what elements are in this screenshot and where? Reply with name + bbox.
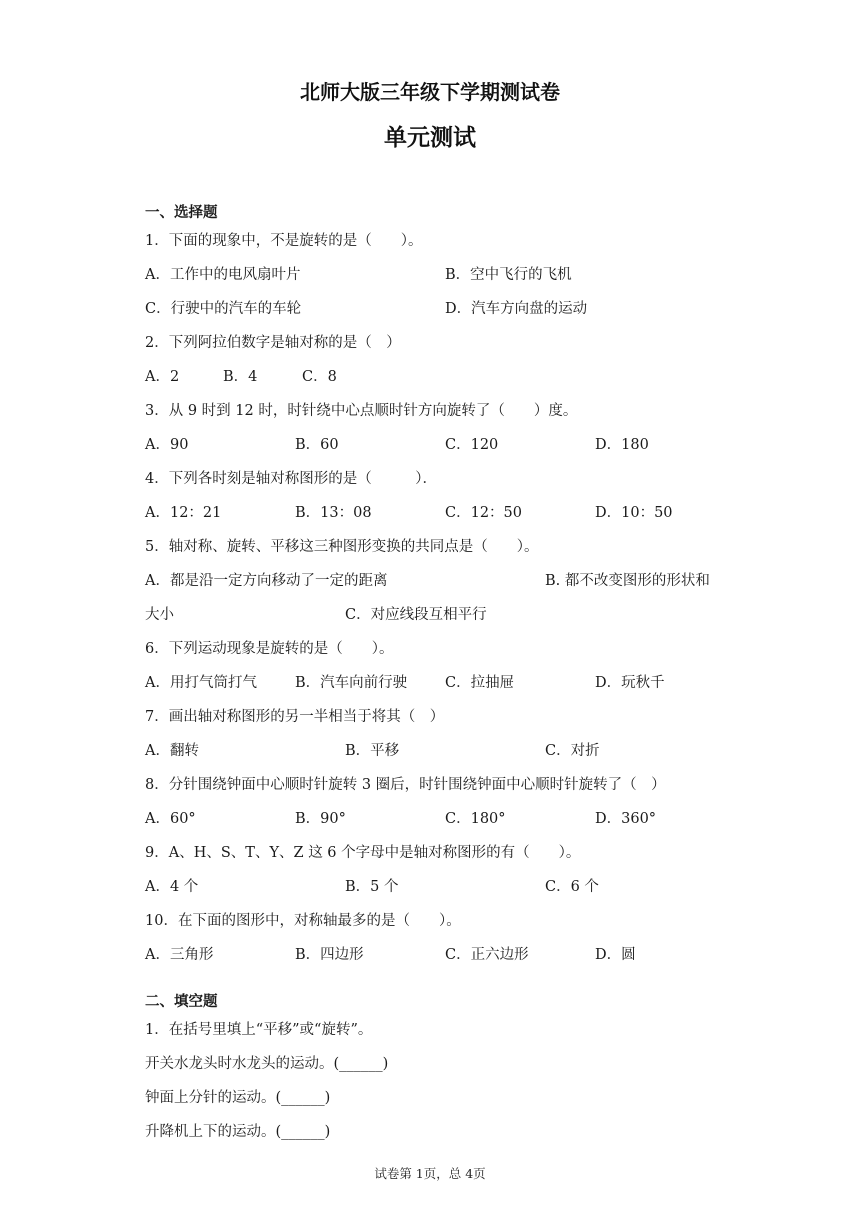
question-8-option-a: A．60° [145, 811, 196, 827]
question-3-option-d: D．180 [595, 437, 649, 453]
question-5-stem: 5．轴对称、旋转、平移这三种图形变换的共同点是（ ）。 [145, 539, 539, 555]
question-10-option-d: D．圆 [595, 947, 636, 963]
question-1-option-b: B．空中飞行的飞机 [445, 267, 572, 283]
question-8-option-b: B．90° [295, 811, 346, 827]
question-5-option-b: B. 都不改变图形的形状和 [545, 573, 710, 589]
question-7-option-a: A．翻转 [145, 743, 199, 759]
question-7-stem: 7．画出轴对称图形的另一半相当于将其（ ） [145, 709, 445, 725]
question-5-option-b-continued: 大小 [145, 607, 174, 623]
question-1-option-d: D．汽车方向盘的运动 [445, 301, 588, 317]
question-3-stem: 3．从 9 时到 12 时，时针绕中心点顺时针方向旋转了（ ）度。 [145, 403, 578, 419]
question-3-option-a: A．90 [145, 437, 189, 453]
question-10-option-b: B．四边形 [295, 947, 364, 963]
question-8-stem: 8．分针围绕钟面中心顺时针旋转 3 圈后，时针围绕钟面中心顺时针旋转了（ ） [145, 777, 666, 793]
question-4-stem: 4．下列各时刻是轴对称图形的是（ ）． [145, 471, 437, 487]
section-heading-choice: 一、选择题 [145, 205, 218, 221]
exam-title: 北师大版三年级下学期测试卷 [300, 80, 560, 104]
fill-item-3: 升降机上下的运动。(______) [145, 1124, 331, 1140]
question-4-option-a: A．12：21 [145, 505, 222, 521]
question-6-option-d: D．玩秋千 [595, 675, 665, 691]
question-10-option-c: C．正六边形 [445, 947, 529, 963]
question-8-option-c: C．180° [445, 811, 506, 827]
question-5-option-c: C．对应线段互相平行 [345, 607, 487, 623]
question-3-option-c: C．120 [445, 437, 499, 453]
question-1-option-a: A．工作中的电风扇叶片 [145, 267, 301, 283]
fill-item-1: 开关水龙头时水龙头的运动。(______) [145, 1056, 389, 1072]
question-5-option-a: A．都是沿一定方向移动了一定的距离 [145, 573, 388, 589]
question-10-option-a: A．三角形 [145, 947, 214, 963]
question-10-stem: 10．在下面的图形中，对称轴最多的是（ ）。 [145, 913, 461, 929]
question-6-stem: 6．下列运动现象是旋转的是（ ）。 [145, 641, 394, 657]
question-7-option-c: C．对折 [545, 743, 600, 759]
question-2-option-c: C．8 [302, 369, 337, 385]
exam-subtitle: 单元测试 [384, 125, 476, 151]
question-9-option-a: A．4 个 [145, 879, 199, 895]
question-4-option-c: C．12：50 [445, 505, 522, 521]
question-4-option-d: D．10：50 [595, 505, 673, 521]
question-6-option-a: A．用打气筒打气 [145, 675, 257, 691]
question-7-option-b: B．平移 [345, 743, 400, 759]
question-9-option-b: B．5 个 [345, 879, 399, 895]
section-heading-fill: 二、填空题 [145, 994, 218, 1010]
question-1-option-c: C．行驶中的汽车的车轮 [145, 301, 302, 317]
question-8-option-d: D．360° [595, 811, 657, 827]
question-9-option-c: C．6 个 [545, 879, 599, 895]
question-6-option-c: C．拉抽屉 [445, 675, 515, 691]
question-3-option-b: B．60 [295, 437, 339, 453]
question-2-option-b: B．4 [223, 369, 258, 385]
fill-question-1-stem: 1．在括号里填上“平移”或“旋转”。 [145, 1022, 373, 1038]
question-1-stem: 1．下面的现象中，不是旋转的是（ ）。 [145, 233, 423, 249]
question-4-option-b: B．13：08 [295, 505, 372, 521]
question-2-option-a: A．2 [145, 369, 180, 385]
question-2-stem: 2．下列阿拉伯数字是轴对称的是（ ） [145, 335, 401, 351]
page-footer: 试卷第 1页，总 4页 [374, 1166, 486, 1181]
question-6-option-b: B．汽车向前行驶 [295, 675, 408, 691]
fill-item-2: 钟面上分针的运动。(______) [145, 1090, 331, 1106]
question-9-stem: 9．A、H、S、T、Y、Z 这 6 个字母中是轴对称图形的有（ ）。 [145, 845, 581, 861]
